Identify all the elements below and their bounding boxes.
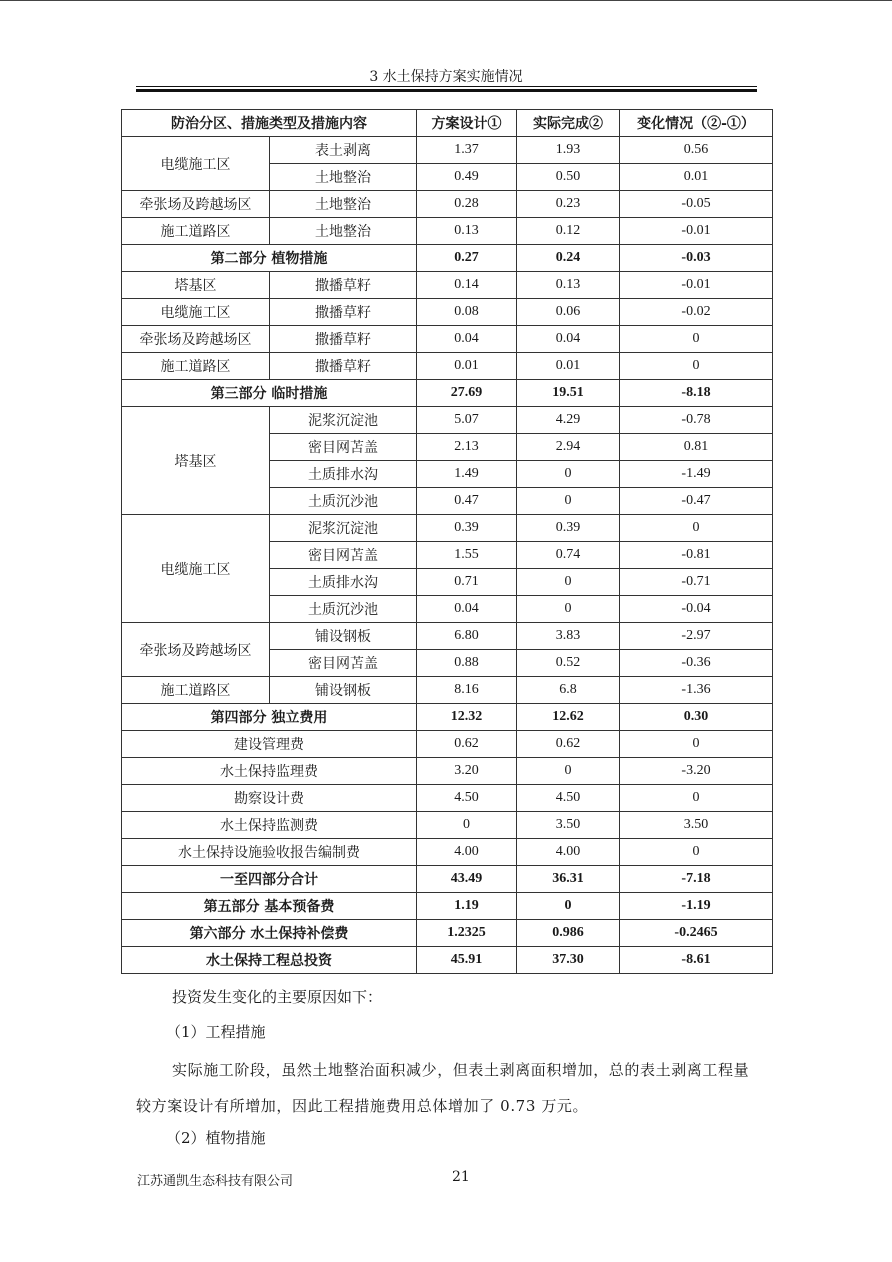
actual-value-cell: 0.39 (517, 515, 620, 542)
table-row (122, 137, 773, 164)
footer-page-number: 21 (452, 1169, 470, 1185)
design-value-cell: 1.55 (417, 542, 517, 569)
design-value-cell: 6.80 (417, 623, 517, 650)
table-row (122, 299, 773, 326)
change-value-cell: -1.19 (620, 893, 773, 920)
measure-cell: 土地整治 (270, 164, 417, 191)
actual-value-cell: 0.13 (517, 272, 620, 299)
table-row (122, 326, 773, 353)
design-value-cell: 0.13 (417, 218, 517, 245)
actual-value-cell: 0.62 (517, 731, 620, 758)
actual-value-cell: 4.50 (517, 785, 620, 812)
actual-value-cell: 0.01 (517, 353, 620, 380)
area-cell: 电缆施工区 (122, 137, 270, 191)
design-value-cell: 0.04 (417, 326, 517, 353)
table-header-row (122, 110, 773, 137)
table-row (122, 353, 773, 380)
actual-value-cell: 0 (517, 461, 620, 488)
design-value-cell: 0.01 (417, 353, 517, 380)
table-row (122, 812, 773, 839)
table-row (122, 731, 773, 758)
actual-value-cell: 0.52 (517, 650, 620, 677)
area-cell: 电缆施工区 (122, 299, 270, 326)
actual-value-cell: 0.986 (517, 920, 620, 947)
actual-value-cell: 3.50 (517, 812, 620, 839)
design-value-cell: 0.49 (417, 164, 517, 191)
subtotal-row (122, 380, 773, 407)
measure-cell: 密目网苫盖 (270, 650, 417, 677)
design-value-cell: 4.50 (417, 785, 517, 812)
top-border-line (0, 0, 892, 1)
design-value-cell: 0 (417, 812, 517, 839)
change-value-cell: 0 (620, 731, 773, 758)
design-value-cell: 4.00 (417, 839, 517, 866)
measure-cell: 土质排水沟 (270, 569, 417, 596)
row-label-cell: 第三部分 临时措施 (122, 380, 417, 407)
measure-cell: 泥浆沉淀池 (270, 515, 417, 542)
design-value-cell: 5.07 (417, 407, 517, 434)
actual-value-cell: 4.29 (517, 407, 620, 434)
change-value-cell: -2.97 (620, 623, 773, 650)
measure-cell: 表土剥离 (270, 137, 417, 164)
design-value-cell: 0.88 (417, 650, 517, 677)
page-header-title: 3 水土保持方案实施情况 (369, 69, 523, 85)
change-value-cell: -7.18 (620, 866, 773, 893)
table-row (122, 758, 773, 785)
measure-cell: 撒播草籽 (270, 272, 417, 299)
actual-value-cell: 0 (517, 596, 620, 623)
area-cell: 电缆施工区 (122, 515, 270, 623)
measure-cell: 撒播草籽 (270, 326, 417, 353)
design-value-cell: 0.62 (417, 731, 517, 758)
measure-cell: 密目网苫盖 (270, 434, 417, 461)
design-value-cell: 1.37 (417, 137, 517, 164)
design-value-cell: 0.14 (417, 272, 517, 299)
area-cell: 牵张场及跨越场区 (122, 623, 270, 677)
row-label-cell: 水土保持设施验收报告编制费 (122, 839, 417, 866)
subtotal-row (122, 245, 773, 272)
measure-cell: 土地整治 (270, 191, 417, 218)
change-value-cell: 3.50 (620, 812, 773, 839)
table-row (122, 515, 773, 542)
change-value-cell: -0.78 (620, 407, 773, 434)
change-value-cell: 0 (620, 326, 773, 353)
header-actual: 实际完成② (517, 110, 620, 137)
row-label-cell: 水土保持监测费 (122, 812, 417, 839)
design-value-cell: 0.27 (417, 245, 517, 272)
measure-cell: 泥浆沉淀池 (270, 407, 417, 434)
header-rule-thick (136, 89, 757, 92)
design-value-cell: 2.13 (417, 434, 517, 461)
measure-cell: 铺设钢板 (270, 623, 417, 650)
change-value-cell: -8.61 (620, 947, 773, 974)
actual-value-cell: 2.94 (517, 434, 620, 461)
area-cell: 塔基区 (122, 407, 270, 515)
table-row (122, 839, 773, 866)
area-cell: 牵张场及跨越场区 (122, 191, 270, 218)
actual-value-cell: 1.93 (517, 137, 620, 164)
change-value-cell: 0 (620, 353, 773, 380)
header-measure-content: 防治分区、措施类型及措施内容 (122, 110, 417, 137)
measure-cell: 撒播草籽 (270, 353, 417, 380)
measure-cell: 密目网苫盖 (270, 542, 417, 569)
actual-value-cell: 6.8 (517, 677, 620, 704)
design-value-cell: 0.04 (417, 596, 517, 623)
actual-value-cell: 0 (517, 758, 620, 785)
change-value-cell: -1.49 (620, 461, 773, 488)
measure-cell: 土地整治 (270, 218, 417, 245)
row-label-cell: 第五部分 基本预备费 (122, 893, 417, 920)
change-value-cell: -0.36 (620, 650, 773, 677)
subtotal-row (122, 704, 773, 731)
design-value-cell: 3.20 (417, 758, 517, 785)
change-value-cell: 0.56 (620, 137, 773, 164)
subtotal-row (122, 947, 773, 974)
actual-value-cell: 19.51 (517, 380, 620, 407)
change-value-cell: -0.01 (620, 218, 773, 245)
actual-value-cell: 3.83 (517, 623, 620, 650)
design-value-cell: 0.71 (417, 569, 517, 596)
change-value-cell: 0.01 (620, 164, 773, 191)
intro-paragraph: 投资发生变化的主要原因如下： (172, 988, 383, 1006)
design-value-cell: 0.08 (417, 299, 517, 326)
change-value-cell: -0.02 (620, 299, 773, 326)
row-label-cell: 建设管理费 (122, 731, 417, 758)
row-label-cell: 第四部分 独立费用 (122, 704, 417, 731)
design-value-cell: 8.16 (417, 677, 517, 704)
measure-cell: 土质排水沟 (270, 461, 417, 488)
actual-value-cell: 0.12 (517, 218, 620, 245)
table-row (122, 407, 773, 434)
row-label-cell: 一至四部分合计 (122, 866, 417, 893)
change-value-cell: -0.71 (620, 569, 773, 596)
row-label-cell: 第六部分 水土保持补偿费 (122, 920, 417, 947)
measure-cell: 铺设钢板 (270, 677, 417, 704)
row-label-cell: 水土保持监理费 (122, 758, 417, 785)
design-value-cell: 45.91 (417, 947, 517, 974)
table-row (122, 677, 773, 704)
investment-comparison-table (121, 109, 773, 974)
change-value-cell: 0.81 (620, 434, 773, 461)
change-value-cell: 0 (620, 839, 773, 866)
design-value-cell: 1.49 (417, 461, 517, 488)
change-value-cell: -0.2465 (620, 920, 773, 947)
change-value-cell: -1.36 (620, 677, 773, 704)
actual-value-cell: 0.23 (517, 191, 620, 218)
table-row (122, 218, 773, 245)
row-label-cell: 水土保持工程总投资 (122, 947, 417, 974)
change-value-cell: -0.05 (620, 191, 773, 218)
subtotal-row (122, 920, 773, 947)
row-label-cell: 第二部分 植物措施 (122, 245, 417, 272)
actual-value-cell: 0 (517, 488, 620, 515)
header-change: 变化情况（②-①） (620, 110, 773, 137)
design-value-cell: 0.28 (417, 191, 517, 218)
change-value-cell: -0.01 (620, 272, 773, 299)
subtotal-row (122, 866, 773, 893)
area-cell: 施工道路区 (122, 353, 270, 380)
item1-paragraph: 实际施工阶段，虽然土地整治面积减少，但表土剥离面积增加，总的表土剥离工程量较方案设计有所增加，因此工程措施费用总体增加了 0.73 万元。 (136, 1061, 750, 1115)
table-row (122, 191, 773, 218)
change-value-cell: 0 (620, 785, 773, 812)
area-cell: 施工道路区 (122, 677, 270, 704)
header-rule (136, 86, 757, 87)
actual-value-cell: 0.04 (517, 326, 620, 353)
area-cell: 塔基区 (122, 272, 270, 299)
measure-cell: 撒播草籽 (270, 299, 417, 326)
item1-heading: （1）工程措施 (166, 1023, 266, 1041)
actual-value-cell: 0.06 (517, 299, 620, 326)
table-body (122, 137, 773, 974)
design-value-cell: 1.19 (417, 893, 517, 920)
change-value-cell: -0.04 (620, 596, 773, 623)
header-design: 方案设计① (417, 110, 517, 137)
subtotal-row (122, 893, 773, 920)
actual-value-cell: 0.50 (517, 164, 620, 191)
change-value-cell: -0.81 (620, 542, 773, 569)
area-cell: 牵张场及跨越场区 (122, 326, 270, 353)
table-row (122, 623, 773, 650)
footer-company: 江苏通凯生态科技有限公司 (137, 1174, 294, 1189)
actual-value-cell: 0 (517, 569, 620, 596)
actual-value-cell: 37.30 (517, 947, 620, 974)
actual-value-cell: 4.00 (517, 839, 620, 866)
table-row (122, 785, 773, 812)
design-value-cell: 0.47 (417, 488, 517, 515)
measure-cell: 土质沉沙池 (270, 596, 417, 623)
table-row (122, 272, 773, 299)
design-value-cell: 1.2325 (417, 920, 517, 947)
design-value-cell: 43.49 (417, 866, 517, 893)
row-label-cell: 勘察设计费 (122, 785, 417, 812)
actual-value-cell: 12.62 (517, 704, 620, 731)
measure-cell: 土质沉沙池 (270, 488, 417, 515)
actual-value-cell: 0 (517, 893, 620, 920)
actual-value-cell: 0.24 (517, 245, 620, 272)
item2-heading: （2）植物措施 (166, 1129, 266, 1147)
design-value-cell: 0.39 (417, 515, 517, 542)
change-value-cell: 0 (620, 515, 773, 542)
change-value-cell: -0.47 (620, 488, 773, 515)
actual-value-cell: 36.31 (517, 866, 620, 893)
area-cell: 施工道路区 (122, 218, 270, 245)
actual-value-cell: 0.74 (517, 542, 620, 569)
change-value-cell: -3.20 (620, 758, 773, 785)
change-value-cell: -0.03 (620, 245, 773, 272)
change-value-cell: 0.30 (620, 704, 773, 731)
design-value-cell: 27.69 (417, 380, 517, 407)
change-value-cell: -8.18 (620, 380, 773, 407)
design-value-cell: 12.32 (417, 704, 517, 731)
